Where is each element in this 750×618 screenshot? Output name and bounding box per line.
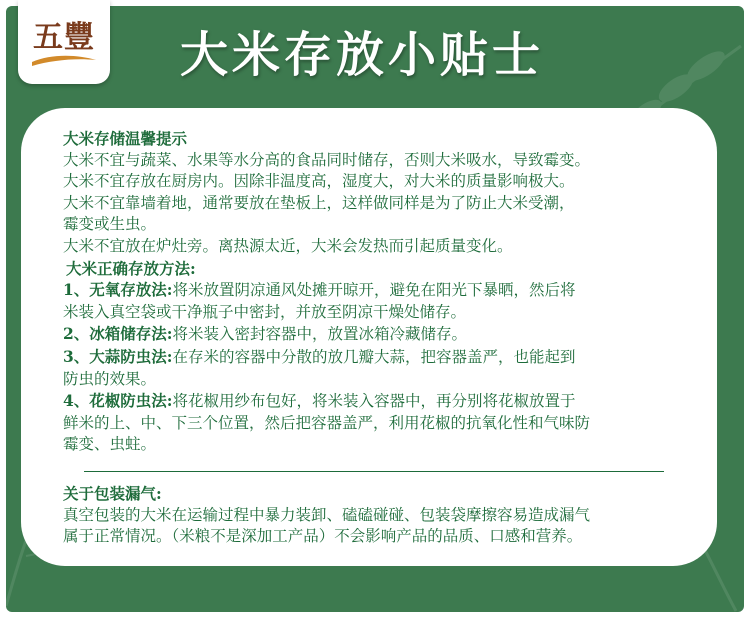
leak-section — [63, 483, 683, 548]
tip-line: 霉变或生虫。 — [63, 215, 157, 234]
brand-logo — [18, 0, 110, 84]
section-divider — [84, 471, 664, 472]
methods-heading: 大米正确存放方法: — [66, 258, 196, 278]
tip-line: 大米不宜与蔬菜、水果等水分高的食品同时储存，否则大米吸水，导致霉变。 — [63, 150, 591, 169]
logo-swoosh-icon — [30, 52, 98, 68]
method-text: 将米装入密封容器中，放置冰箱冷藏储存。 — [172, 325, 468, 344]
tip-line: 大米不宜存放在厨房内。因除非温度高，湿度大，对大米的质量影响极大。 — [63, 172, 575, 191]
method-label: 3、大蒜防虫法: — [63, 346, 173, 366]
method-text: 将米放置阴凉通风处摊开晾开，避免在阳光下暴晒，然后将 — [172, 281, 576, 300]
tips-section — [63, 128, 673, 456]
method-text: 在存米的容器中分散的放几瓣大蒜，把容器盖严，也能起到 — [172, 347, 576, 366]
method-label: 2、冰箱储存法: — [63, 324, 173, 344]
tips-heading: 大米存储温馨提示 — [63, 129, 188, 148]
leak-line: 属于正常情况。（米粮不是深加工产品）不会影响产品的品质、口感和营养。 — [63, 527, 583, 546]
leak-line: 真空包装的大米在运输过程中暴力装卸、磕磕碰碰、包装袋摩擦容易造成漏气 — [63, 505, 591, 524]
method-label: 1、无氧存放法: — [63, 280, 173, 300]
method-continuation: 霉变、虫蛀。 — [63, 435, 157, 454]
method-item — [63, 390, 673, 413]
page-title: 大米存放小贴士 — [180, 27, 545, 83]
method-item — [63, 323, 673, 346]
brand-logo-text: 五豐 — [33, 20, 95, 55]
method-label: 4、花椒防虫法: — [63, 391, 173, 411]
method-item — [63, 279, 673, 302]
method-text: 将花椒用纱布包好，将米装入容器中，再分别将花椒放置于 — [172, 392, 576, 411]
tip-line: 大米不宜靠墙着地，通常要放在垫板上，这样做同样是为了防止大米受潮， — [63, 193, 575, 212]
leak-heading: 关于包装漏气: — [63, 484, 162, 503]
method-continuation: 防虫的效果。 — [63, 369, 157, 388]
method-continuation: 米装入真空袋或干净瓶子中密封，并放至阴凉干燥处储存。 — [63, 302, 467, 321]
method-continuation: 鲜米的上、中、下三个位置，然后把容器盖严，利用花椒的抗氧化性和气味防 — [63, 413, 591, 432]
method-item — [63, 346, 673, 369]
tip-line: 大米不宜放在炉灶旁。离热源太近，大米会发热而引起质量变化。 — [63, 236, 513, 255]
